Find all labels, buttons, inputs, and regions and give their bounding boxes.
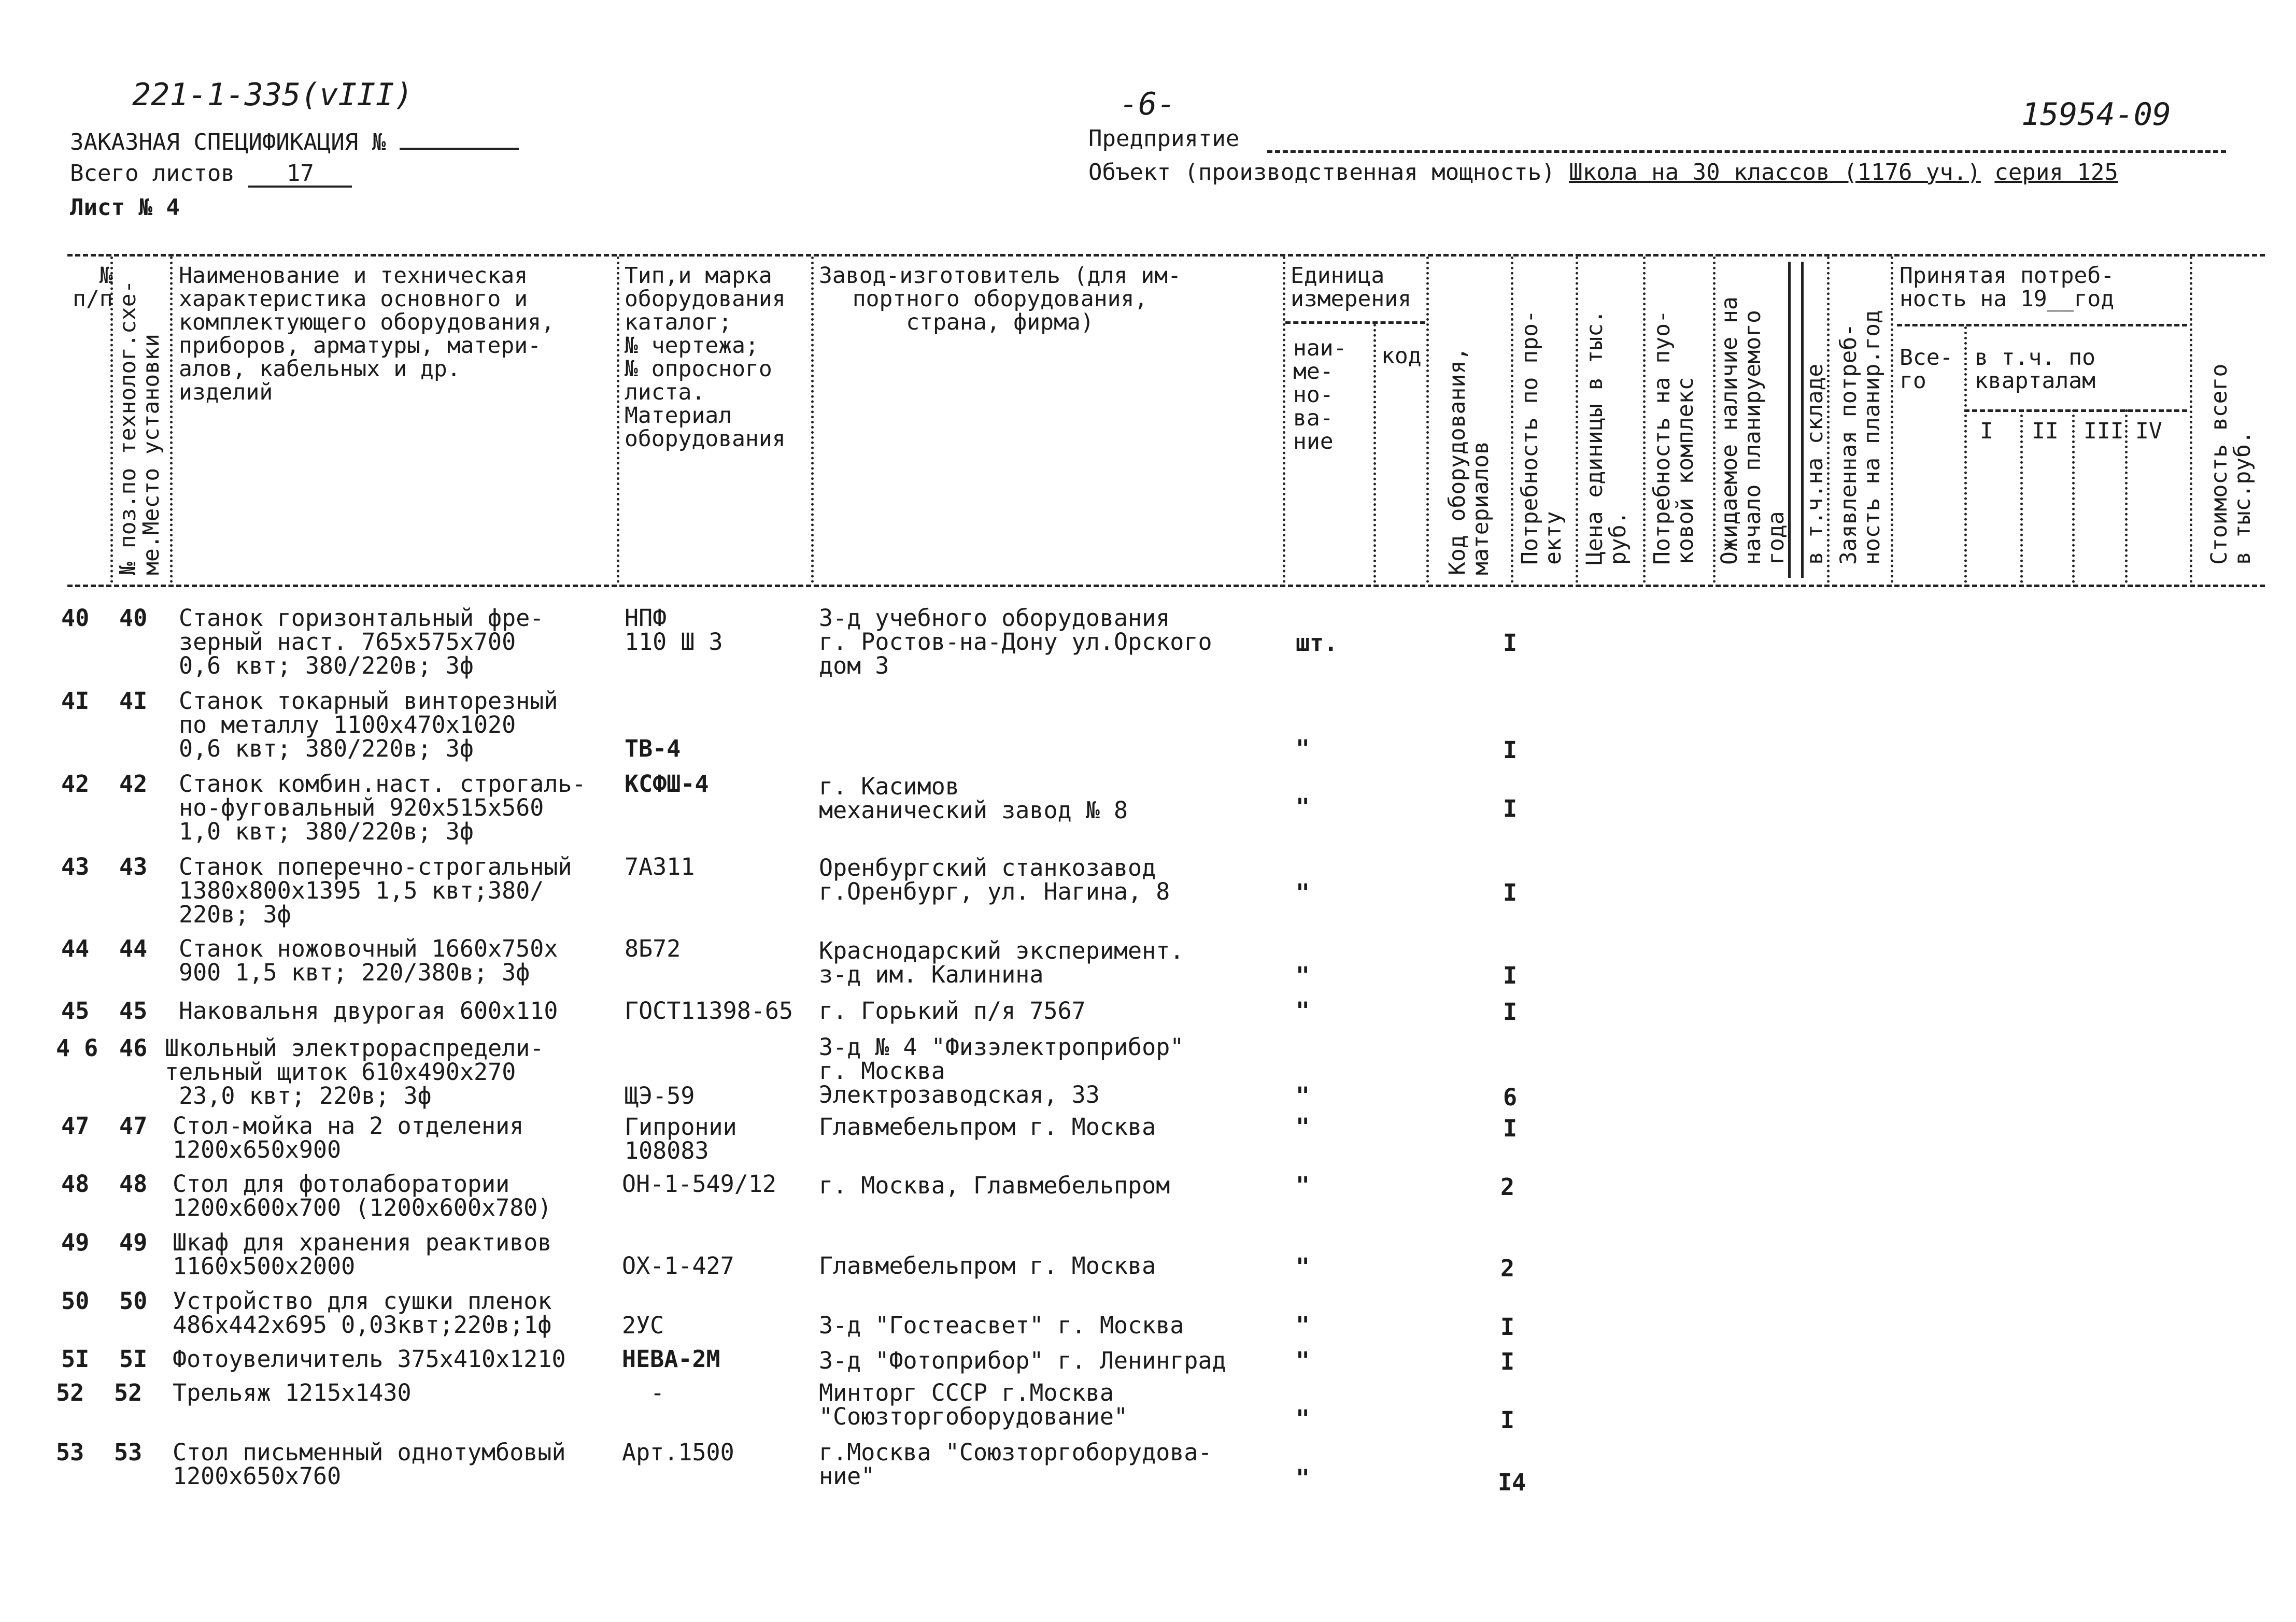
row-qty: I <box>1500 1406 1515 1434</box>
row-no: 4 6 <box>56 1034 98 1062</box>
row-pos: 46 <box>119 1034 148 1062</box>
row-qty: I <box>1500 1313 1515 1341</box>
row-name: Школьный электрораспредели- тельный щиток 610х490х270 23,0 квт; 220в; 3ф <box>165 1034 544 1109</box>
row-maker: Минторг СССР г.Москва "Союзторгоборудование" <box>819 1379 1128 1430</box>
spec-number-blank <box>400 127 519 150</box>
header-q3: III <box>2084 418 2124 444</box>
row-name: Устройство для сушки пленок 486х442х695 0,03квт;220в;1ф <box>173 1287 552 1339</box>
row-type: 7А311 <box>625 853 695 880</box>
row-unit: " <box>1296 1312 1310 1339</box>
row-no: 48 <box>61 1170 90 1198</box>
total-sheets-label: Всего листов <box>70 160 235 187</box>
row-pos: 49 <box>119 1229 148 1256</box>
row-name: Станок комбин.наст. строгаль- но-фуговальный 920х515х560 1,0 квт; 380/220в; 3ф <box>179 770 586 845</box>
stamp-number: 15954-09 <box>2021 96 2171 133</box>
row-no: 42 <box>61 770 90 798</box>
row-name: Станок токарный винторезный по металлу 1100х470х1020 0,6 квт; 380/220в; 3ф <box>179 687 558 762</box>
row-name: Фотоувеличитель 375х410х1210 <box>173 1345 566 1373</box>
header-col-pos: № поз.по технолог.схе- ме.Место установки <box>115 280 164 575</box>
row-maker: Краснодарский эксперимент. з-д им. Калинина <box>819 937 1184 988</box>
row-name: Станок поперечно-строгальный 1380х800х1395 1,5 квт;380/ 220в; 3ф <box>179 853 572 928</box>
header-col-warehouse: в т.ч.на складе <box>1802 363 1828 565</box>
row-name: Стол для фотолаборатории 1200х600х700 (1200х600х780) <box>173 1170 552 1221</box>
unit-subheader-line <box>1285 321 1425 324</box>
row-type: Гипронии 108083 <box>625 1113 737 1164</box>
row-unit: " <box>1296 1082 1310 1109</box>
header-col-need-project: Потребность по про- екту <box>1517 310 1566 565</box>
header-q1: I <box>1980 418 1993 444</box>
quarters-subheader-line <box>1964 409 2187 412</box>
row-maker: Главмебельпром г. Москва <box>819 1252 1156 1279</box>
row-type: ЩЭ-59 <box>625 1082 695 1109</box>
total-sheets-value: 17 <box>248 162 352 188</box>
row-pos: 53 <box>114 1439 143 1466</box>
row-maker: г. Горький п/я 7567 <box>819 997 1086 1025</box>
header-col-cost: Стоимость всего в тыс.руб. <box>2206 363 2256 565</box>
row-unit: " <box>1296 1113 1310 1141</box>
row-pos: 4I <box>119 687 148 715</box>
header-col-declared: Заявленная потреб- ность на планир.год <box>1836 310 1885 565</box>
row-qty: I <box>1503 998 1518 1026</box>
row-maker: 3-д № 4 "Физэлектроприбор" г. Москва Электрозаводская, 33 <box>819 1033 1184 1108</box>
object-line <box>1088 161 2118 184</box>
row-qty: 6 <box>1503 1084 1518 1111</box>
row-type: 8Б72 <box>625 935 681 962</box>
handwritten-code: 221-1-335(vIII) <box>132 77 413 113</box>
object-value-2: серия 125 <box>1994 159 2118 186</box>
row-type: ГОСТ11398-65 <box>625 997 793 1025</box>
total-sheets-line <box>70 162 352 188</box>
row-unit: " <box>1296 1405 1310 1432</box>
row-maker: г.Москва "Союзторгоборудова- ние" <box>819 1439 1212 1490</box>
row-pos: 47 <box>119 1112 148 1140</box>
row-name: Стол-мойка на 2 отделения 1200х650х900 <box>173 1112 524 1163</box>
row-pos: 48 <box>119 1170 148 1198</box>
row-qty: I <box>1503 736 1518 764</box>
row-pos: 44 <box>119 935 148 962</box>
row-qty: I4 <box>1498 1469 1526 1496</box>
header-col-quarters: в т.ч. по кварталам <box>1975 345 2095 394</box>
header-col-accepted: Принятая потреб- ность на 19__год <box>1900 263 2115 312</box>
table-header-bottom-border <box>67 585 2265 587</box>
row-type: НПФ 110 Ш 3 <box>625 604 723 656</box>
col-sep <box>1643 257 1646 583</box>
row-unit: шт. <box>1296 629 1338 657</box>
row-unit: " <box>1296 1172 1310 1199</box>
row-qty: 2 <box>1500 1255 1515 1282</box>
row-pos: 40 <box>119 604 148 632</box>
row-maker: 3-д учебного оборудования г. Ростов-на-Дону ул.Орского дом 3 <box>819 604 1212 679</box>
enterprise-blank <box>1267 150 2226 153</box>
row-no: 50 <box>61 1287 90 1315</box>
row-pos: 50 <box>119 1287 148 1315</box>
header-q2: II <box>2032 418 2059 444</box>
row-maker: 3-д "Гостеасвет" г. Москва <box>819 1312 1184 1339</box>
row-maker: Оренбургский станкозавод г.Оренбург, ул. Нагина, 8 <box>819 854 1170 905</box>
row-name: Станок горизонтальный фре- зерный наст. 765х575х700 0,6 квт; 380/220в; 3ф <box>179 604 544 679</box>
row-name: Шкаф для хранения реактивов 1160х500х2000 <box>173 1229 552 1280</box>
row-no: 44 <box>61 935 90 962</box>
row-type: НЕВА-2М <box>622 1345 720 1373</box>
row-maker: 3-д "Фотоприбор" г. Ленинград <box>819 1347 1226 1374</box>
row-no: 45 <box>61 997 90 1025</box>
row-name: Станок ножовочный 1660х750х 900 1,5 квт; 220/380в; 3ф <box>179 935 558 986</box>
row-pos: 5I <box>119 1345 148 1373</box>
row-no: 5I <box>61 1345 90 1373</box>
col-sep <box>617 257 619 583</box>
row-no: 47 <box>61 1112 90 1140</box>
row-unit: " <box>1296 1253 1310 1280</box>
col-sep <box>1576 257 1578 583</box>
col-sep <box>1511 257 1513 583</box>
row-name: Стол письменный однотумбовый 1200х650х760 <box>173 1439 566 1490</box>
col-sep <box>1891 257 1893 583</box>
enterprise-label: Предприятие <box>1088 125 1240 152</box>
row-unit: " <box>1296 997 1310 1025</box>
col-sep <box>2072 409 2075 583</box>
row-no: 40 <box>61 604 90 632</box>
row-maker: г. Москва, Главмебельпром <box>819 1172 1170 1199</box>
table-top-border <box>67 254 2265 257</box>
col-sep <box>811 257 814 583</box>
header-col-unit: Единица измерения <box>1291 263 1411 312</box>
header-col-price: Цена единицы в тыс. руб. <box>1582 310 1631 565</box>
header-col-maker: Завод-изготовитель (для им- портного оборудования, страна, фирма) <box>819 263 1181 335</box>
row-name: Трельяж 1215х1430 <box>173 1379 412 1406</box>
row-qty: I <box>1503 879 1518 906</box>
row-unit: " <box>1296 1347 1310 1374</box>
col-sep <box>2125 409 2128 583</box>
header-col-unit-name: наи- ме- но- ва- ние <box>1293 335 1347 454</box>
row-qty: I <box>1503 962 1518 989</box>
row-pos: 45 <box>119 997 148 1025</box>
spec-title: ЗАКАЗНАЯ СПЕЦИФИКАЦИЯ № <box>70 129 386 155</box>
row-unit: " <box>1296 1464 1310 1492</box>
header-col-expected: Ожидаемое наличие на начало планируемого года <box>1717 296 1789 565</box>
row-name: Наковальня двурогая 600х110 <box>179 997 558 1025</box>
row-no: 52 <box>56 1379 84 1406</box>
col-sep <box>1426 257 1429 583</box>
row-unit: " <box>1296 879 1310 906</box>
row-pos: 43 <box>119 853 148 880</box>
row-unit: " <box>1296 962 1310 989</box>
row-qty: 2 <box>1500 1173 1515 1201</box>
header-col-equip-code: Код оборудования, материалов <box>1444 347 1494 575</box>
col-sep <box>1713 257 1716 583</box>
row-type: КСФШ-4 <box>625 770 709 798</box>
row-qty: I <box>1503 629 1518 657</box>
header-col-name: Наименование и техническая характеристика основного и комплектующего оборудования, приборов, арматуры, матери- алов, кабельных и др. изделий <box>179 263 555 405</box>
row-no: 49 <box>61 1229 90 1256</box>
object-label: Объект (производственная мощность) <box>1088 159 1555 186</box>
row-type: - <box>650 1379 665 1406</box>
row-no: 43 <box>61 853 90 880</box>
row-unit: " <box>1296 735 1310 762</box>
enterprise-line <box>1088 127 1239 151</box>
row-qty: I <box>1500 1348 1515 1375</box>
row-type: ОН-1-549/12 <box>622 1170 777 1198</box>
header-col-no: № п/п <box>73 263 113 312</box>
accepted-subheader-line <box>1897 324 2187 326</box>
row-type: Арт.1500 <box>622 1439 734 1466</box>
row-pos: 42 <box>119 770 148 798</box>
row-no: 4I <box>61 687 90 715</box>
header-col-type: Тип,и марка оборудования каталог; № чертежа; № опросного листа. Материал оборудования <box>625 263 786 452</box>
header-q4: IV <box>2135 418 2162 444</box>
object-value-1: Школа на 30 классов (1176 уч.) <box>1569 159 1981 186</box>
header-col-total: Все- го <box>1900 345 1953 394</box>
row-pos: 52 <box>114 1379 143 1406</box>
row-qty: I <box>1503 1115 1518 1142</box>
row-no: 53 <box>56 1439 84 1466</box>
spec-title-line <box>70 127 519 154</box>
header-col-need-complex: Потребность на пуо- ковой комплекс <box>1649 310 1698 565</box>
row-maker: Главмебельпром г. Москва <box>819 1113 1156 1141</box>
col-sep <box>1283 257 1285 583</box>
sheet-label: Лист № 4 <box>70 194 180 221</box>
page-number: -6- <box>1119 86 1176 122</box>
col-sep <box>1964 326 1967 583</box>
row-unit: " <box>1296 793 1310 821</box>
row-type: ТВ-4 <box>625 735 681 762</box>
col-sep <box>2190 257 2192 583</box>
row-type: ОХ-1-427 <box>622 1252 734 1279</box>
col-sep <box>2020 409 2023 583</box>
row-type: 2УС <box>622 1312 664 1339</box>
col-sep <box>1373 324 1376 583</box>
row-qty: I <box>1503 795 1518 822</box>
row-maker: г. Касимов механический завод № 8 <box>819 773 1128 824</box>
col-sep <box>170 257 173 583</box>
header-col-unit-code: код <box>1381 343 1422 369</box>
